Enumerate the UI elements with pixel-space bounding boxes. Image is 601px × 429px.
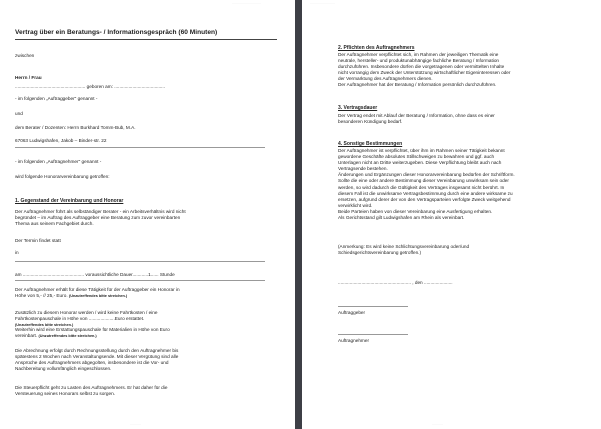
section-4-heading: 4. Sonstige Bestimmungen — [338, 141, 403, 147]
page-gutter — [295, 0, 302, 429]
text-line: Vertragsende bestehen. — [338, 166, 388, 172]
text-line: Versteuerung seines Honorars selbst zu sorgen. — [15, 391, 116, 397]
text-line: Sollte die eine oder andere Bestimmung dieser Vereinbarung unwirksam sein oder — [338, 178, 509, 184]
section-3-heading: 3. Vertragsdauer — [338, 105, 378, 111]
text-line: Der Vertrag endet mit Ablauf der Beratung / Information, ohne dass es einer — [338, 113, 495, 118]
text-line: Der Auftragnehmer führt als selbständiger Berater - ein Arbeitsverhältnis wird nicht — [15, 209, 186, 214]
document-title: Vertrag über ein Beratungs- / Informationsgespräch (60 Minuten) — [15, 29, 218, 36]
text-line: neutrale, hersteller- und produktunabhängige fachliche Beratung / Information — [338, 58, 500, 64]
text-line: vereinbart. (Unzutreffendes bitte streichen.) — [15, 333, 97, 339]
date-underline — [15, 280, 265, 281]
text-line: gewordene Geschäfte absolutes Stillschweigen zu bewahren und ggf. auch — [338, 154, 495, 160]
text-line: Als Gerichtsstand gilt Ludwigshafen am Rhein als vereinbart. — [338, 215, 465, 221]
in-label: in — [15, 250, 19, 255]
text-line: Zusätzlich zu diesem Honorar werden / wird keine Fahrtkosten / eine — [15, 310, 158, 315]
termin-text: Der Termin findet statt — [15, 238, 61, 243]
faint-footer-mark: ··········· — [432, 422, 443, 426]
section-1-heading: 1. Gegenstand der Vereinbarung und Honorar — [15, 198, 124, 204]
document-page-left — [0, 0, 295, 429]
text-line: Schiedsgerichtsvereinbarung getroffen.) — [338, 250, 422, 256]
section-2-heading: 2. Pflichten des Auftragnehmers — [338, 45, 415, 51]
text-line: Der Auftragnehmer verpflichtet sich, im Rahmen der jeweiligen Thematik eine — [338, 52, 499, 57]
steuer-paragraph — [15, 385, 167, 397]
section-4-paragraph — [338, 148, 515, 221]
date-duration-line: am ............................................... voraussichtliche Dauer............1...... Stunde — [15, 272, 175, 277]
section-2-paragraph — [338, 52, 510, 89]
text-line: Fahrtkostenpauschale in Höhe von ....................Euro erstattet. — [15, 316, 145, 322]
text-line: besonderen Kündigung bedarf. — [338, 119, 403, 125]
text-line: (Anmerkung: Es wird keine Schlichtungsvereinbarung oder/und — [338, 244, 470, 249]
auftraggeber-genannt: - im folgenden „Auftraggeber" genannt - — [15, 96, 98, 101]
text-line: Höhe von 5,- // 25,- Euro. (Unzutreffendes bitte streichen.) — [15, 293, 128, 299]
text-line: spätestens 2 Wochen nach Veranstaltungsende. Mit dieser Vergütung sind alle — [15, 354, 179, 360]
strike-note: (Unzutreffendes bitte streichen.) — [15, 323, 74, 328]
text-line: Nachbereitung vollumfänglich eingeschlossen. — [15, 366, 112, 372]
text-line: Der Auftragnehmer hat der Beratung / Information persönlich durchzuführen. — [338, 82, 497, 88]
signature-label-auftraggeber: Auftraggeber — [338, 310, 366, 315]
address-underline — [15, 147, 265, 148]
text-line: ersetzen, aufgrund derer der von den Vertragsparteien verfolgte Zweck weitgehend — [338, 196, 511, 202]
text-line: Ansprüche des Auftragnehmers abgegolten, insbesondere ist die Vor- und — [15, 360, 169, 366]
wird-folgende-text: wird folgende Honorarvereinbarung getroffen: — [15, 174, 110, 179]
text-line: Der Auftragnehmer erhält für diese Tätigkeit für der Auftraggeber ein Honorar in — [15, 287, 180, 292]
herr-frau-label: Herrn / Frau — [15, 75, 42, 80]
signature-line-auftraggeber — [338, 306, 408, 307]
section-1-paragraph — [15, 209, 186, 227]
text-line: Thema aus seinem Fachgebiet durch. — [15, 221, 94, 227]
section-3-paragraph — [338, 113, 495, 125]
abrechnung-paragraph — [15, 348, 178, 372]
text-line: Änderungen und Ergänzungen dieser Honorarvereinbarung bedürfen der Schriftform. — [338, 172, 515, 178]
honorar-paragraph — [15, 287, 180, 299]
signature-line-auftragnehmer — [338, 334, 408, 335]
strike-note: (Unzutreffendes bitte streichen.) — [68, 294, 128, 299]
text-line: werden, so wird dadurch die Gültigkeit des Vertrages insgesamt nicht berührt. In — [338, 184, 505, 190]
text-line: nicht vorrangig dem Zweck der Unterstützung wirtschaftlicher Eigeninteressen oder — [338, 70, 511, 76]
text-line: verwirklicht wird. — [338, 202, 373, 208]
text-line: diesem Fall ist die unwirksame Vertragsbestimmung durch eine andere wirksame zu — [338, 190, 513, 196]
text-line: durchzuführen. Insbesondere dürfen die vorgetragenen oder vermittelten Inhalte — [338, 64, 505, 70]
auftragnehmer-genannt: - im folgenden „Auftragnehmer" genannt - — [15, 159, 102, 164]
location-underline — [15, 261, 265, 262]
text-line: begründet – im Auftrag des Auftraggeber eine Beratung zum zuvor vereinbarten — [15, 215, 181, 221]
text-line: Die Steuerpflicht geht zu Lasten des Auftragnehmers. Er hat daher für die — [15, 385, 168, 390]
text-line: Beide Parteien haben von dieser Vereinbarung eine Ausfertigung erhalten. — [338, 208, 493, 214]
text-line: Die Abrechnung erfolgt durch Rechnungsstellung durch den Auftragnehmer bis — [15, 348, 179, 353]
anmerkung-paragraph — [338, 244, 469, 256]
ort-datum-line: ........................................................ , den ...................... — [338, 280, 453, 285]
faint-header-mark: ························· — [310, 1, 335, 5]
berater-name: dem Berater / Dozenten: Herrn Burkhard Tomm-Bub, M.A. — [15, 125, 136, 130]
strike-note: (Unzutreffendes bitte streichen.) — [38, 334, 97, 339]
document-page-right — [302, 0, 601, 429]
faint-header-mark: ····························· — [232, 1, 261, 5]
text-line: Weiterhin wird eine Erstattungspauschale für Materialien in Höhe von Euro — [15, 327, 170, 332]
text-line: Unterlagen nicht an Dritte weiterzugeben. Diese Verpflichtung bleibt auch nach — [338, 160, 502, 166]
fahrtkosten-paragraph — [15, 310, 158, 328]
material-paragraph — [15, 327, 170, 339]
text-line: der Vermarktung des Auftragnehmers dienen. — [338, 76, 433, 82]
berater-address: 67063 Ludwigshafen, Jakob – Binder-str. 22 — [15, 138, 107, 143]
zwischen-text: zwischen — [15, 53, 35, 58]
faint-footer-mark: ··········· — [130, 422, 141, 426]
text-line: Der Auftragnehmer ist verpflichtet, über ihm im Rahmen seiner Tätigkeit bekannt — [338, 148, 505, 153]
title-divider — [15, 39, 277, 40]
geboren-line: ...................................................... geboren am: ....................................... — [15, 84, 166, 89]
und-text: und — [15, 111, 23, 116]
signature-label-auftragnehmer: Auftragnehmer — [338, 338, 370, 343]
